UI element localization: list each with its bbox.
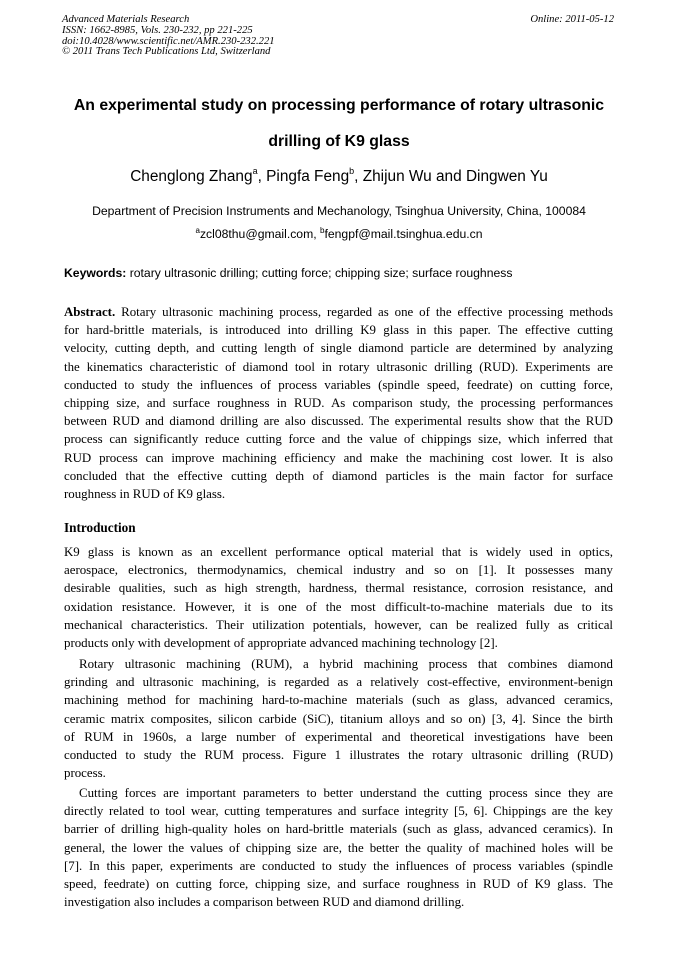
abstract-line xyxy=(64,303,613,321)
paragraph-line: K9 glass is known as an excellent performance optical material that is widely used in optics, xyxy=(64,545,613,559)
abstract-line: between RUD and diamond drilling are also discussed. The experimental results show that the RUD xyxy=(64,414,613,429)
paragraph-line: desirable qualities, such as high strength, hardness, thermal resistance, corrosion resistance, and xyxy=(64,581,613,596)
paragraph xyxy=(64,784,613,911)
online-date: Online: 2011-05-12 xyxy=(530,14,614,25)
abstract-line: the kinematics characteristic of diamond tool in rotary ultrasonic drilling (RUD). Experiments are xyxy=(64,359,613,374)
keywords-label: Keywords: xyxy=(64,266,127,280)
keywords xyxy=(64,265,512,281)
paragraph-line: general, the lower the values of chipping size are, the better the quality of machined holes will be xyxy=(64,840,613,855)
journal-name: Advanced Materials Research xyxy=(62,14,190,25)
paragraph-line: [7]. In this paper, experiments are conducted to study the influences of process variables (spindle xyxy=(64,858,613,873)
author-list xyxy=(40,167,638,187)
section-heading: Introduction xyxy=(64,520,136,535)
affiliation-mark: b xyxy=(349,166,355,176)
paragraph-line: directly related to tool wear, cutting temperatures and surface integrity [5, 6]. Chippings are the key xyxy=(64,804,613,819)
paragraph-line: ceramic matrix composites, silicon carbide (SiC), titanium alloys and so on) [3, 4]. Since the birth xyxy=(64,711,613,726)
affiliation-mark: a xyxy=(252,166,258,176)
author-name: Chenglong Zhang xyxy=(130,168,253,185)
title-line: drilling of K9 glass xyxy=(268,133,410,150)
paragraph-line: products only with development of appropriate advanced machining technology [2]. xyxy=(64,635,498,650)
journal-issn: ISSN: 1662-8985, Vols. 230-232, pp 221-225 xyxy=(62,24,253,36)
paragraph-line: mechanical characteristics. Their utilization potentials, however, can be realized fully as critical xyxy=(64,617,613,632)
abstract-text: Rotary ultrasonic machining process, regarded as one of the effective processing methods xyxy=(115,305,613,319)
paragraph-line: machining method for machining hard-to-machine materials (such as glass, advanced ceramics, xyxy=(64,693,613,708)
author-names-rest: , Zhijun Wu and Dingwen Yu xyxy=(354,168,548,185)
abstract-line: chipping size, and surface roughness in RUD. As comparison study, the processing performances xyxy=(64,395,613,410)
paragraph-line: process. xyxy=(64,766,106,781)
affiliation: Department of Precision Instruments and Mechanology, Tsinghua University, China, 100084 xyxy=(92,204,586,218)
journal-copyright: © 2011 Trans Tech Publications Ltd, Switzerland xyxy=(62,46,271,58)
abstract-line: velocity, cutting depth, and cutting length of single diamond particle are determined by analyzing xyxy=(64,341,613,356)
paragraph-line: grinding and ultrasonic machining, is regarded as a relatively cost-effective, environment-benign xyxy=(64,675,613,690)
abstract-label: Abstract. xyxy=(64,305,116,319)
paragraph-line: investigation also includes a comparison between RUD and diamond drilling. xyxy=(64,895,465,910)
email-link[interactable]: zcl08thu@gmail.com, xyxy=(199,227,321,241)
paragraph-line: conducted to study the RUM process. Figure 1 illustrates the rotary ultrasonic drilling (RUD) xyxy=(64,747,613,762)
abstract-line: concluded that the effective cutting depth of diamond particles is the main factor for surface xyxy=(64,468,613,483)
author-emails xyxy=(40,226,638,242)
paragraph-line: speed, feedrate) on cutting force, chipping size, and surface roughness in RUD of K9 glass. The xyxy=(64,876,613,891)
paragraph xyxy=(64,543,613,652)
abstract-line: RUD process can improve machining efficiency and make the machining cost lower. It is also xyxy=(64,450,613,465)
paragraph-line: oxidation resistance. However, it is one of the most difficult-to-machine materials due to its xyxy=(64,599,613,614)
paragraph-line: Rotary ultrasonic machining (RUM), a hybrid machining process that combines diamond xyxy=(79,657,613,671)
email-mark: a xyxy=(195,226,200,235)
paragraph xyxy=(64,655,613,782)
author-name: Pingfa Feng xyxy=(266,168,350,185)
paragraph-line: Cutting forces are important parameters to better understand the cutting process since they are xyxy=(79,786,613,800)
abstract-line: process can significantly reduce cutting force and the value of chippings size, which inferred that xyxy=(64,432,613,447)
paragraph-line: barrier of drilling high-quality holes on hard-brittle materials (such as glass, advanced ceramics). In xyxy=(64,822,613,837)
paper-title xyxy=(55,88,623,160)
email-link[interactable]: fengpf@mail.tsinghua.edu.cn xyxy=(324,227,483,241)
paragraph-line: of RUM in 1960s, a large number of experimental and theoretical investigations have been xyxy=(64,729,613,744)
abstract-line: for hard-brittle materials, is introduced into drilling K9 glass in this paper. The effective cutting xyxy=(64,323,613,338)
journal-doi[interactable]: doi:10.4028/www.scientific.net/AMR.230-232.221 xyxy=(62,35,275,47)
author-separator: , xyxy=(257,168,267,185)
title-line: An experimental study on processing performance of rotary ultrasonic xyxy=(73,97,605,114)
abstract-line: roughness in RUD of K9 glass. xyxy=(64,486,226,501)
keywords-text: rotary ultrasonic drilling; cutting force; chipping size; surface roughness xyxy=(126,266,513,280)
email-mark: b xyxy=(320,226,325,235)
abstract xyxy=(64,303,613,503)
journal-header xyxy=(62,15,275,58)
paragraph-line: aerospace, electronics, thermodynamics, chemical industry and so on [1]. It possesses many xyxy=(64,563,613,578)
abstract-line: conducted to study the influences of process variables (spindle speed, feedrate) on cutting force, xyxy=(64,377,613,392)
